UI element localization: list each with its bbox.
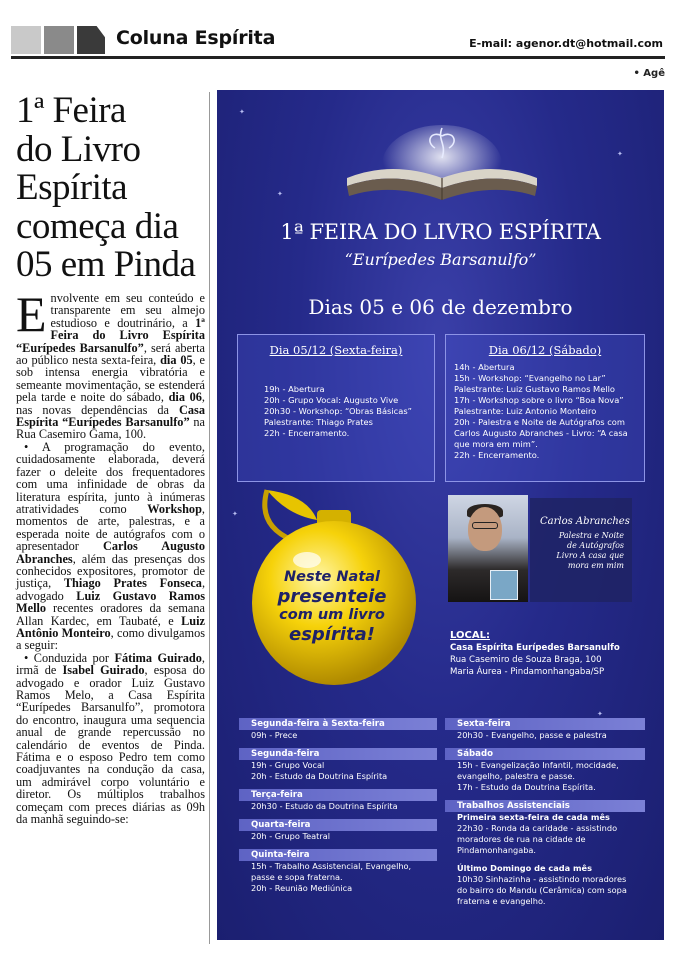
schedule-item: 17h - Estudo da Doutrina Espírita. (457, 782, 596, 792)
day1-heading: Dia 05/12 (Sexta-feira) (269, 343, 403, 357)
schedule-item: 19h - Grupo Vocal (251, 760, 325, 770)
headline-line: 1ª Feira (16, 90, 126, 131)
text-run: dia 06 (168, 390, 202, 405)
header-square-mid (44, 26, 74, 54)
schedule-day: Quinta-feira (239, 849, 437, 861)
schedule-day: Sábado (445, 748, 645, 760)
day1-item: 19h - Abertura (264, 384, 325, 394)
event-location (450, 630, 620, 678)
text-run: Carlos Augusto Abranches (16, 539, 205, 566)
day2-item: Palestrante: Luiz Antonio Monteiro (454, 406, 597, 416)
text-run: nvolvente em seu conteúdo e transparente em seu almejo estudioso e doutrinário, a (50, 291, 205, 330)
caption-line: mora em mim (567, 561, 624, 570)
headline-line: começa dia (16, 205, 179, 247)
location-address: Maria Áurea - Pindamonhangaba/SP (450, 667, 605, 677)
star-icon: ✦ (232, 510, 238, 518)
paragraph-1 (16, 286, 205, 442)
schedule-subheading: Último Domingo de cada mês (457, 863, 592, 873)
text-run: , como divulgamos a seguir: (16, 625, 205, 653)
header-square-dark (77, 26, 105, 54)
text-run: Fátima Guirado (114, 650, 202, 665)
weekly-schedule-right (445, 718, 645, 907)
day2-item: 17h - Workshop sobre o livro “Boa Nova” (454, 395, 624, 405)
schedule-item: Pindamonhangaba. (457, 845, 537, 855)
schedule-day: Quarta-feira (239, 819, 437, 831)
schedule-day: Trabalhos Assistenciais (445, 800, 645, 812)
header-square-light (11, 26, 41, 54)
day1-program (237, 334, 435, 482)
text-run: dia 05 (160, 353, 193, 368)
page-header (0, 0, 681, 64)
natal-line: com um livro (279, 607, 385, 623)
byline: • Agê (633, 68, 665, 79)
text-run: • Conduzida por (24, 650, 115, 665)
speaker-caption (530, 498, 632, 602)
natal-line: espírita! (289, 624, 375, 645)
header-rule (11, 56, 665, 59)
schedule-item: evangelho, palestra e passe. (457, 771, 576, 781)
text-run: , advogado (16, 576, 206, 603)
weekly-schedule-left (239, 718, 437, 894)
event-poster (217, 90, 664, 940)
schedule-item: 20h - Grupo Teatral (251, 831, 331, 841)
header-email[interactable]: E-mail: agenor.dt@hotmail.com (469, 37, 663, 50)
schedule-item: 20h - Estudo da Doutrina Espírita (251, 771, 388, 781)
star-icon: ✦ (239, 108, 245, 116)
natal-message (257, 568, 407, 644)
text-run: 1ª Feira do Livro Espírita “Eurípedes Barsanulfo” (16, 315, 205, 355)
day1-item: 20h30 - Workshop: “Obras Básicas” (264, 406, 412, 416)
article-body (16, 286, 206, 827)
text-run: Luiz Antônio Monteiro (16, 613, 205, 640)
text-run: na Rua Casemiro Gama, 100. (16, 415, 205, 442)
schedule-subheading: Primeira sexta-feira de cada mês (457, 812, 610, 822)
day1-item: 20h - Grupo Vocal: Augusto Vive (264, 395, 399, 405)
location-name: Casa Espírita Eurípedes Barsanulfo (450, 643, 620, 653)
schedule-item: do bairro do Mandu (Cerâmica) com sopa (457, 885, 627, 895)
text-run: Workshop (147, 501, 202, 516)
poster-subtitle: “Eurípedes Barsanulfo” (344, 250, 537, 269)
star-icon: ✦ (617, 150, 623, 158)
section-title: Coluna Espírita (116, 27, 276, 49)
headline (16, 92, 216, 285)
schedule-day: Sexta-feira (445, 718, 645, 730)
schedule-day: Segunda-feira (239, 748, 437, 760)
day2-item: Palestrante: Luiz Gustavo Ramos Mello (454, 384, 615, 394)
star-icon: ✦ (597, 710, 603, 718)
schedule-item: passe e sopa fraterna. (251, 872, 343, 882)
schedule-item: moradores de rua na cidade de (457, 834, 586, 844)
star-icon: ✦ (277, 190, 283, 198)
day1-item: Palestrante: Thiago Prates (264, 417, 373, 427)
day2-item: que mora em mim”. (454, 439, 538, 449)
schedule-day: Terça-feira (239, 789, 437, 801)
caption-line: de Autógrafos (567, 541, 624, 550)
text-run: , momentos de arte, palestras, e a esperada noite de autógrafos com o apresentador (16, 501, 205, 554)
text-run: , além das presenças dos conhecidos expositores, promotor de justiça, (16, 551, 205, 591)
day2-item: 15h - Workshop: “Evangelho no Lar” (454, 373, 606, 383)
schedule-item: fraterna e evangelho. (457, 896, 546, 906)
schedule-item: 09h - Prece (251, 730, 298, 740)
caption-line: Livro A casa que (556, 551, 624, 560)
text-run: , e sob intensa energia vibratória e semeante movimentação, se estenderá pela tarde e noite do sábado, (16, 353, 205, 405)
text-run: , nas novas dependências da (16, 390, 205, 417)
schedule-item: 20h30 - Estudo da Doutrina Espírita (251, 801, 398, 811)
schedule-item: 15h - Evangelização Infantil, mocidade, (457, 760, 619, 770)
day1-item: 22h - Encerramento. (264, 428, 350, 438)
schedule-item: 15h - Trabalho Assistencial, Evangelho, (251, 861, 412, 871)
text-run: Thiago Prates Fonseca (63, 576, 202, 591)
drop-cap: E (16, 286, 47, 342)
speaker-name: Carlos Abranches (540, 516, 630, 527)
headline-line: do Livro (16, 128, 141, 170)
text-run: Luiz Gustavo Ramos Mello (16, 588, 206, 616)
location-address: Rua Casemiro de Souza Braga, 100 (450, 655, 602, 665)
day2-program (445, 334, 645, 482)
text-run: Casa Espírita “Eurípedes Barsanulfo” (16, 402, 205, 430)
speaker-photo (448, 495, 528, 602)
schedule-day: Segunda-feira à Sexta-feira (239, 718, 437, 730)
day2-item: 14h - Abertura (454, 362, 515, 372)
poster-dates: Dias 05 e 06 de dezembro (308, 295, 573, 319)
location-heading: LOCAL: (450, 630, 490, 641)
schedule-item: 20h30 - Evangelho, passe e palestra (457, 730, 607, 740)
text-run: recentes oradores da semana Allan Kardec, em Taubaté, e (16, 601, 205, 628)
column-divider (209, 92, 210, 944)
headline-line: 05 em Pinda (16, 244, 196, 285)
text-run: , esposa do advogado e orador Luiz Gustavo Ramos Melo, a Casa Espírita “Eurípedes Barsanulfo”, promotora do encontro, inaugura uma sequencia anual de grande repercussão no calendário de eventos de Pinda. Fátima e o esposo Pedro tem como coadjuvantes na condução da casa, um admirável corpo voluntário e diretor. Os múltiplos trabalhos começam com preces diárias as 09h da manhã seguindo-se: (16, 663, 205, 827)
natal-line: presenteie (277, 586, 387, 607)
text-run: , irmã de (16, 650, 205, 678)
schedule-item: 10h30 Sinhazinha - assistindo moradores (457, 874, 627, 884)
day2-item: 20h - Palestra e Noite de Autógrafos com (454, 417, 625, 427)
paragraph-2 (16, 441, 205, 652)
paragraph-3 (16, 652, 205, 826)
caption-line: Palestra e Noite (558, 531, 624, 540)
day2-item: 22h - Encerramento. (454, 450, 540, 460)
schedule-item: 20h - Reunião Mediúnica (251, 883, 353, 893)
poster-title: 1ª FEIRA DO LIVRO ESPÍRITA (280, 220, 601, 244)
text-run: Isabel Guirado (62, 663, 145, 678)
open-book-icon (337, 120, 547, 210)
natal-line: Neste Natal (283, 569, 381, 585)
day2-item: Carlos Augusto Abranches - Livro: “A casa (454, 428, 628, 438)
day2-heading: Dia 06/12 (Sábado) (488, 343, 602, 357)
headline-line: Espírita (16, 167, 128, 208)
text-run: , será aberta ao público nesta sexta-feira, (16, 340, 205, 368)
schedule-item: 22h30 - Ronda da caridade - assistindo (457, 823, 618, 833)
text-run: • A programação do evento, cuidadosamente elaborada, deverá fazer o deleite dos frequentadores com uma infinidade de obras da literatura espírita, junto à inúmeras atratividades como (16, 439, 205, 516)
